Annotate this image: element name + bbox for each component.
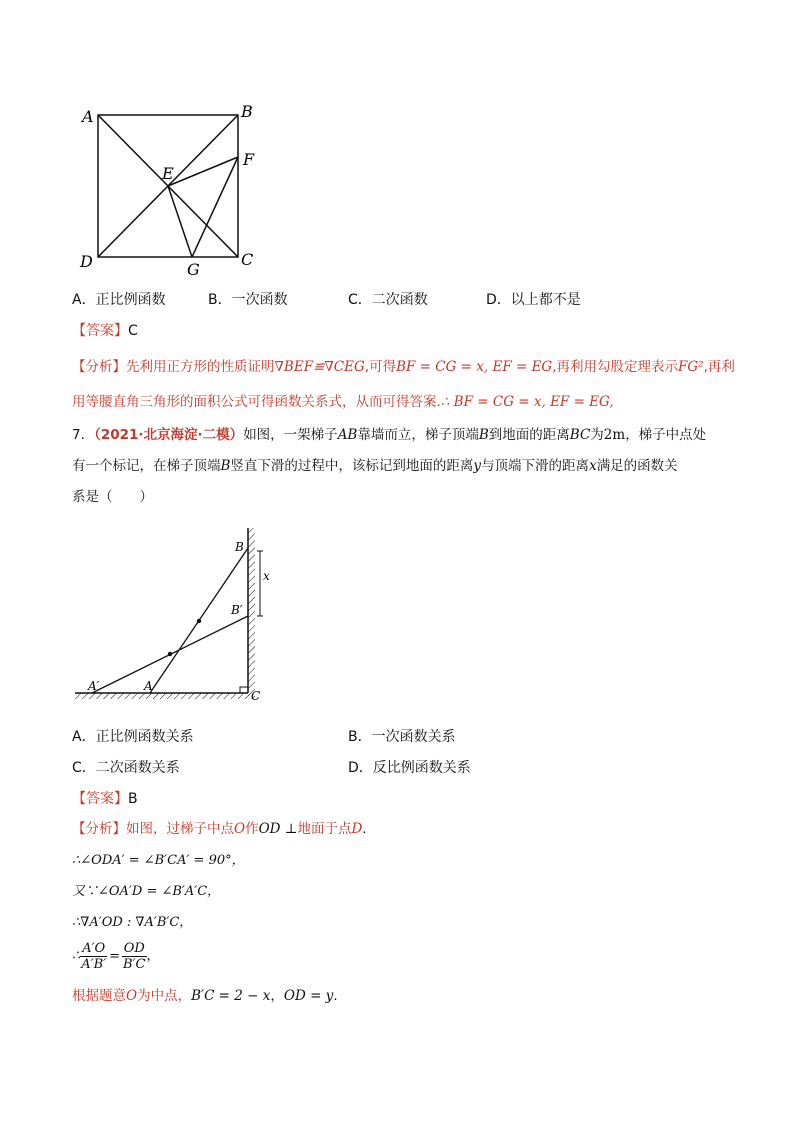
label-A: A <box>144 679 153 693</box>
segment-EF <box>168 157 238 186</box>
segment-EG <box>168 186 192 257</box>
x-dimension <box>257 551 263 616</box>
label-x: x <box>263 569 270 583</box>
ladder-figure <box>70 520 280 710</box>
label-A: A <box>82 107 94 126</box>
label-Aprime: A′ <box>88 679 100 693</box>
analysis-tag: 【分析】 <box>72 359 126 375</box>
fraction-1: $\frac{A'O}{A'B'}$ <box>81 941 107 972</box>
q6-option-a: A．正比例函数 <box>72 292 166 308</box>
q6-option-d: D．以上都不是 <box>486 292 581 308</box>
q6-option-b: B．一次函数 <box>208 292 288 308</box>
q7-stem-line3: 系是（ ） <box>72 489 153 505</box>
label-F: F <box>243 150 255 169</box>
q7-step1: ∴∠ODA′ = ∠B′CA′ = 90°， <box>72 853 245 868</box>
q6-option-c: C．二次函数 <box>348 292 428 308</box>
label-D: D <box>80 252 93 271</box>
label-B: B <box>241 102 253 121</box>
q7-final-line: 根据题意O为中点，B′C = 2 − x，OD = y． <box>72 988 347 1004</box>
label-E: E <box>162 164 174 183</box>
fraction-2: $\frac{OD}{B'C}$ <box>123 941 146 972</box>
answer-value: C <box>128 323 138 339</box>
midpoint-ApBp <box>168 652 172 656</box>
q7-answer <box>72 789 138 809</box>
q7-option-d: D．反比例函数关系 <box>348 760 471 776</box>
label-C: C <box>241 250 254 269</box>
q7-option-b: B．一次函数关系 <box>348 729 456 745</box>
right-angle-mark <box>240 687 248 693</box>
q7-step2: 又∵∠OA′D = ∠B′A′C， <box>72 884 221 899</box>
midpoint-AB <box>197 619 201 623</box>
answer-tag: 【答案】 <box>72 791 128 807</box>
q7-step3: ∴∇A′OD : ∇A′B′C， <box>72 915 193 930</box>
q7-source: （2021·北京海淀·二模） <box>94 427 244 443</box>
label-G: G <box>187 260 200 279</box>
answer-value: B <box>128 791 138 807</box>
q7-stem-line2: 有一个标记，在梯子顶端B竖直下滑的过程中，该标记到地面的距离y与顶端下滑的距离x满足的函数关 <box>72 458 678 474</box>
q7-option-a: A．正比例函数关系 <box>72 729 194 745</box>
label-Bprime: B′ <box>231 603 243 617</box>
q6-analysis-line2: 用等腰直角三角形的面积公式可得函数关系式，从而可得答案.∴ BF = CG = x, EF = EG, <box>72 394 614 410</box>
label-C: C <box>251 689 261 703</box>
q7-analysis-line1: 【分析】如图，过梯子中点O作OD ⊥地面于点D. <box>72 821 367 837</box>
q6-analysis-line1: 【分析】先利用正方形的性质证明∇BEF≌∇CEG,可得BF = CG = x, EF = EG,再利用勾股定理表示FG²,再利 <box>72 359 735 375</box>
label-B: B <box>235 540 244 554</box>
analysis-tag: 【分析】 <box>72 821 126 837</box>
wall-hatch <box>248 528 255 699</box>
q6-answer <box>72 321 138 341</box>
segment-FG <box>192 157 238 257</box>
answer-tag: 【答案】 <box>72 323 128 339</box>
q7-option-c: C．二次函数关系 <box>72 760 180 776</box>
ground-hatch <box>75 693 253 699</box>
square-figure <box>70 95 270 280</box>
q7-step4: ∴ $\frac{A'O}{A'B'}$ = $\frac{OD}{B'C}$ ， <box>72 941 160 972</box>
q7-stem-line1: 7．（2021·北京海淀·二模）如图，一架梯子AB靠墙而立，梯子顶端B到地面的距离BC为2m，梯子中点处 <box>72 427 707 443</box>
